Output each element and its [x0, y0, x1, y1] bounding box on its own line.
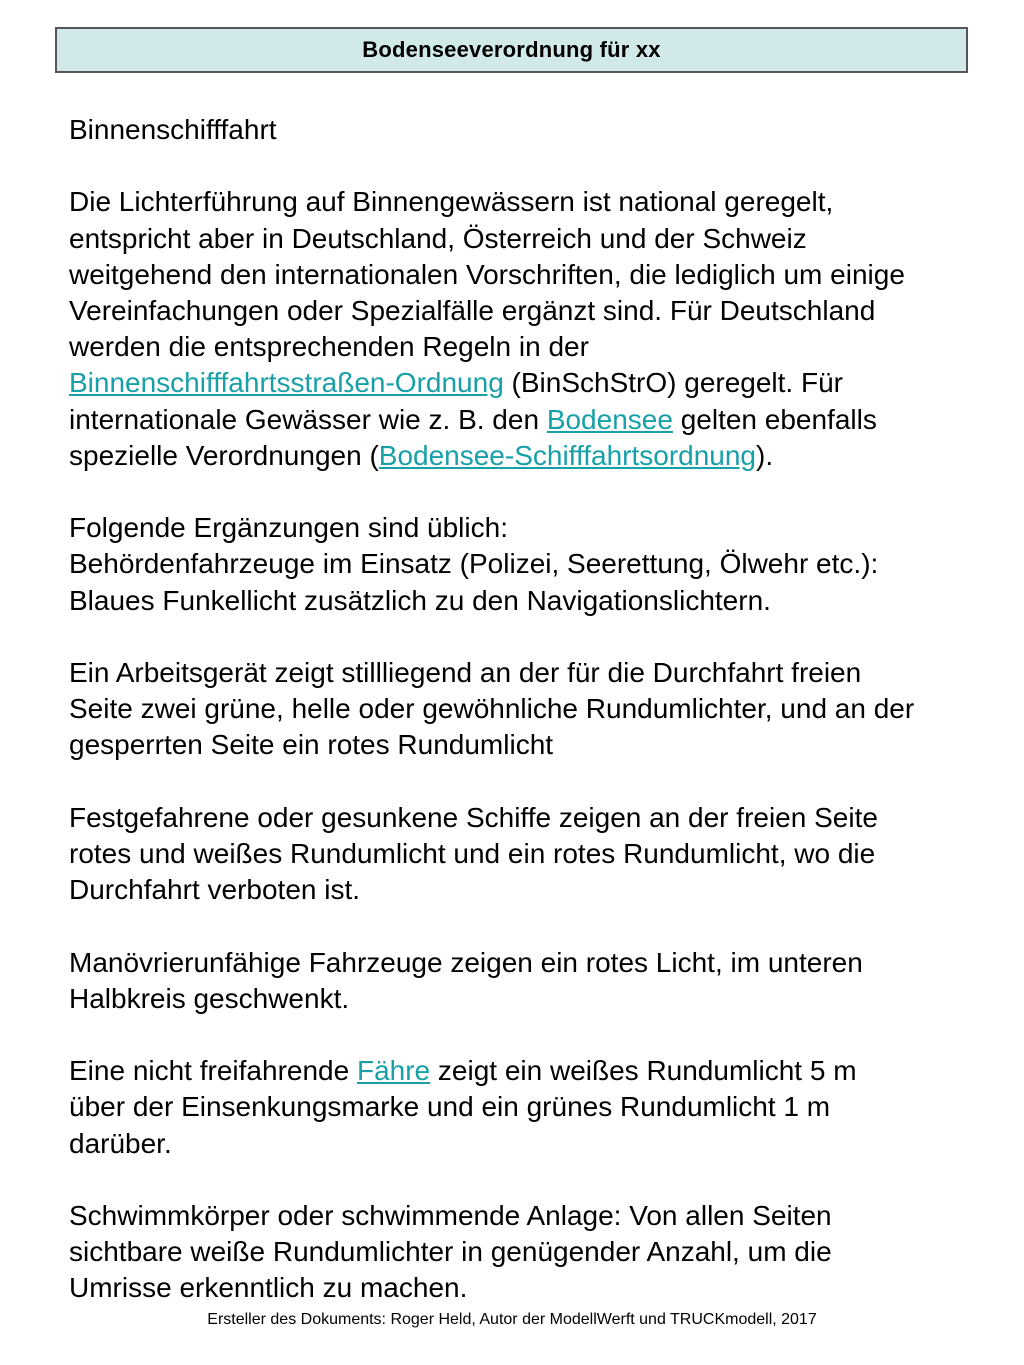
text-line: über der Einsenkungsmarke und ein grünes Rundumlicht 1 m — [69, 1091, 831, 1123]
text-line: Schwimmkörper oder schwimmende Anlage: Von allen Seiten — [69, 1199, 832, 1231]
spacer — [69, 474, 999, 510]
title-box — [55, 27, 968, 73]
spacer — [69, 908, 999, 944]
spacer — [69, 1017, 999, 1053]
page-title: Bodenseeverordnung für xx — [362, 37, 661, 62]
text-line: Umrisse erkenntlich zu machen. — [69, 1272, 468, 1304]
link-bodensee[interactable]: Bodensee — [546, 403, 673, 435]
text-line: Manövrierunfähige Fahrzeuge zeigen ein rotes Licht, im unteren — [69, 946, 863, 978]
paragraph-ferry — [69, 1053, 999, 1162]
document-body — [69, 112, 999, 1307]
text-line — [69, 438, 999, 474]
text-fragment: gelten ebenfalls — [672, 403, 877, 435]
footer-credit: Ersteller des Dokuments: Roger Held, Autor der ModellWerft und TRUCKmodell, 2017 — [207, 1311, 817, 1328]
text-fragment: (BinSchStrO) geregelt. Für — [503, 367, 843, 399]
text-line: werden die entsprechenden Regeln in der — [69, 331, 589, 363]
link-faehre[interactable]: Fähre — [356, 1055, 431, 1087]
spacer — [69, 148, 999, 184]
text-line: gesperrten Seite ein rotes Rundumlicht — [69, 729, 554, 761]
text-line: entspricht aber in Deutschland, Österreich und der Schweiz — [69, 222, 807, 254]
text-line: sichtbare weiße Rundumlichter in genügender Anzahl, um die — [69, 1236, 832, 1268]
text-fragment: Eine nicht freifahrende — [69, 1055, 357, 1087]
paragraph-floating-bodies — [69, 1198, 999, 1307]
text-line: rotes und weißes Rundumlicht und ein rotes Rundumlicht, wo die — [69, 838, 876, 869]
text-line: darüber. — [69, 1127, 172, 1159]
text-line: Festgefahrene oder gesunkene Schiffe zeigen an der freien Seite — [69, 801, 878, 833]
text-line: weitgehend den internationalen Vorschriften, die lediglich um einige — [69, 258, 905, 290]
text-line: Ein Arbeitsgerät zeigt stillliegend an der für die Durchfahrt freien — [69, 657, 862, 688]
text-line: Die Lichterführung auf Binnengewässern ist national geregelt, — [69, 186, 834, 218]
text-line — [69, 402, 999, 438]
text-fragment: spezielle Verordnungen ( — [69, 439, 379, 471]
paragraph-grounded-ships — [69, 800, 999, 909]
text-line: Blaues Funkellicht zusätzlich zu den Navigationslichtern. — [69, 584, 771, 616]
text-line: Halbkreis geschwenkt. — [69, 982, 350, 1014]
text-line: Durchfahrt verboten ist. — [69, 874, 361, 906]
text-line — [69, 1053, 999, 1089]
spacer — [69, 619, 999, 655]
text-fragment: zeigt ein weißes Rundumlicht 5 m — [430, 1055, 857, 1087]
text-line: Behördenfahrzeuge im Einsatz (Polizei, Seerettung, Ölwehr etc.): — [69, 548, 879, 580]
paragraph-lighting-intro — [69, 184, 999, 474]
spacer — [69, 1162, 999, 1198]
link-bodensee-schifffahrtsordnung[interactable]: Bodensee-Schifffahrtsordnung — [378, 439, 756, 471]
text-line — [69, 365, 999, 401]
text-line: Vereinfachungen oder Spezialfälle ergänzt sind. Für Deutschland — [69, 295, 876, 326]
paragraph-not-under-command — [69, 945, 999, 1017]
text-fragment: ). — [756, 439, 774, 471]
text-fragment: internationale Gewässer wie z. B. den — [69, 403, 547, 435]
paragraph-additions — [69, 510, 999, 619]
spacer — [69, 764, 999, 800]
text-line: Seite zwei grüne, helle oder gewöhnliche Rundumlichter, und an der — [69, 693, 915, 725]
text-line: Folgende Ergänzungen sind üblich: — [69, 512, 508, 544]
section-heading: Binnenschifffahrt — [69, 114, 277, 145]
paragraph-work-vessel — [69, 655, 999, 764]
link-binschstro[interactable]: Binnenschifffahrtsstraßen-Ordnung — [69, 367, 504, 399]
